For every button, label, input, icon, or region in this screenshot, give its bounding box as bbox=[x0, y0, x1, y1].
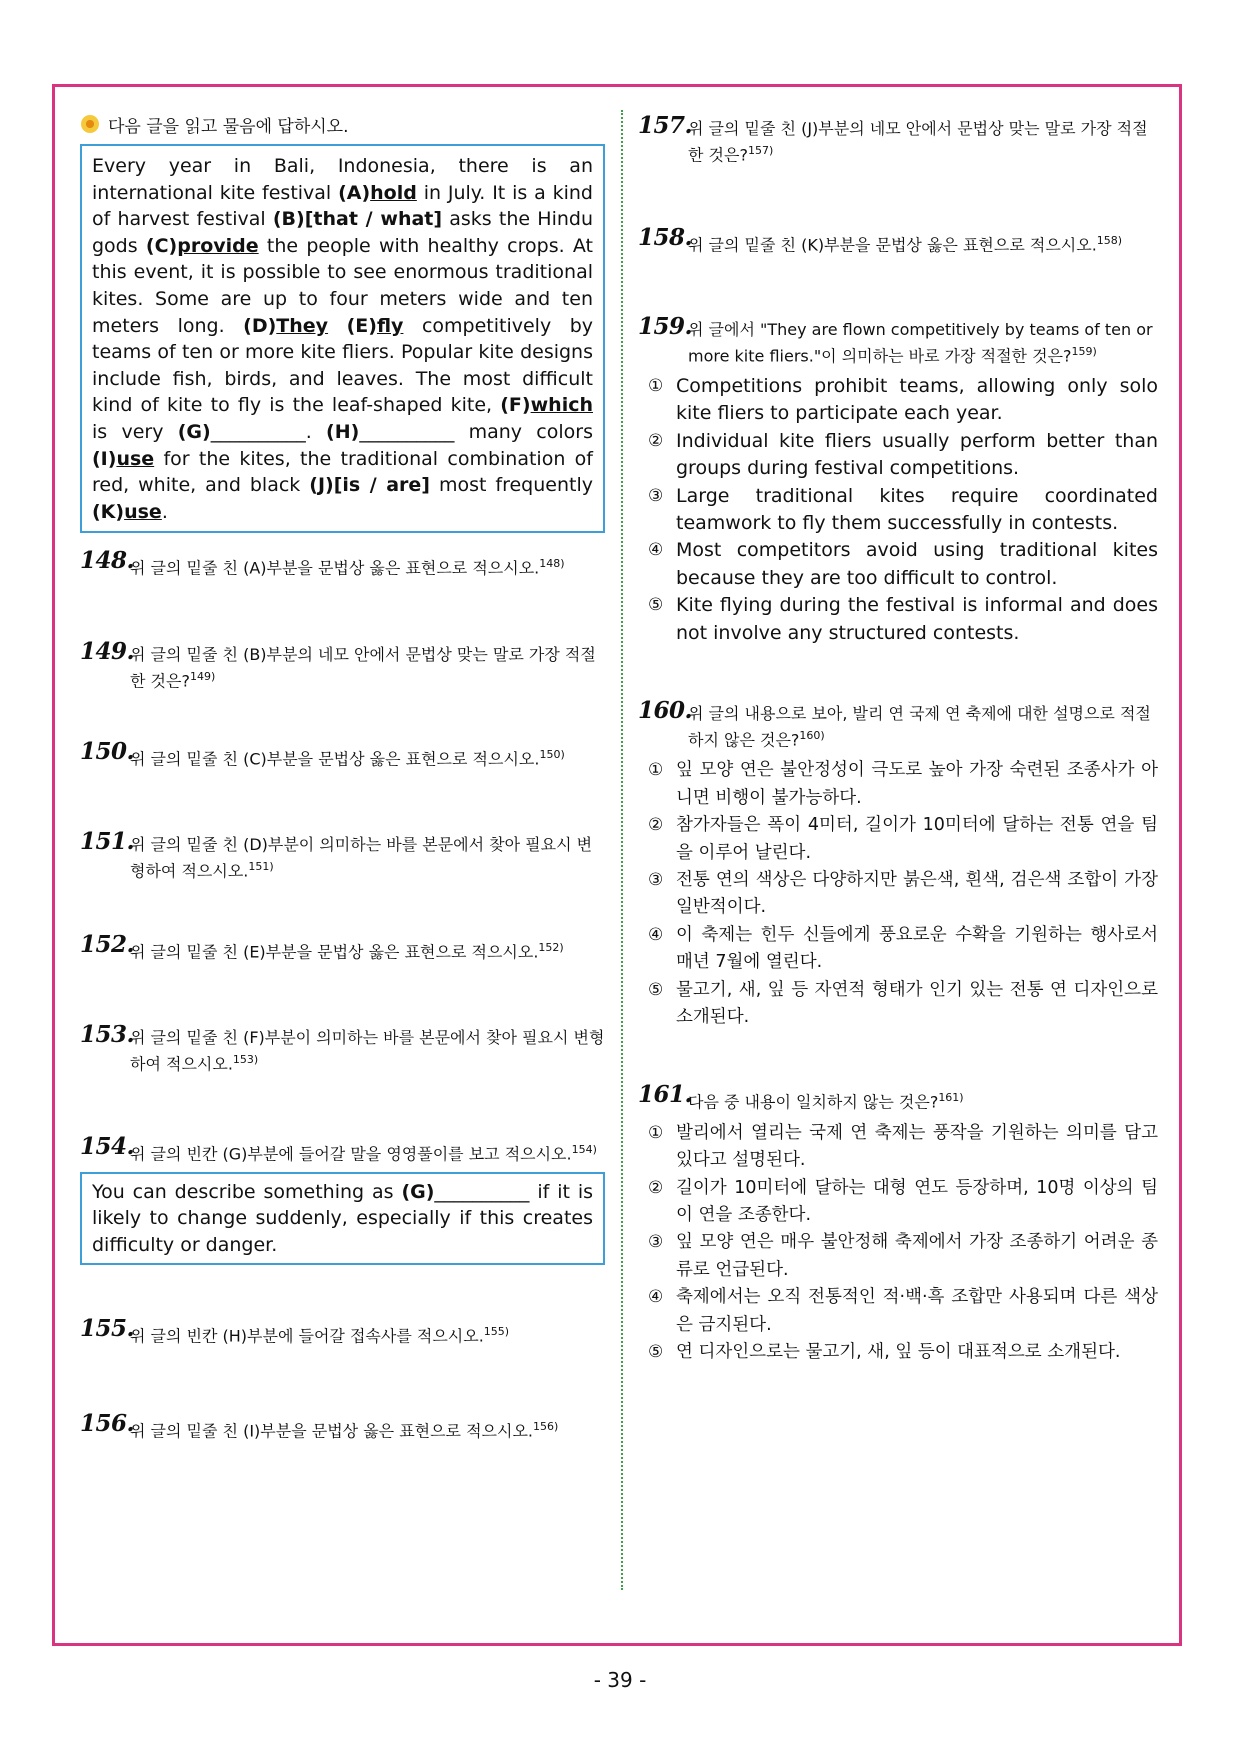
passage-text: the people with healthy crops. At this event, it is possible to see enormous traditional kites. Some are up to four meters wide and ten meters long. bbox=[92, 234, 593, 337]
label-b: (B)[that / what] bbox=[272, 208, 443, 231]
question-text: 위 글의 밑줄 친 (B)부분의 네모 안에서 문법상 맞는 말로 가장 적절한 것은? bbox=[130, 644, 596, 690]
option-marker: ① bbox=[648, 375, 664, 396]
option-2[interactable] bbox=[638, 1175, 1158, 1230]
option-5[interactable] bbox=[638, 592, 1158, 647]
option-text: Most competitors avoid using traditional kites because they are too difficult to control. bbox=[676, 539, 1158, 589]
instruction bbox=[80, 112, 605, 136]
footnote-ref: 158) bbox=[1096, 234, 1123, 248]
question-161 bbox=[638, 1081, 1158, 1113]
question-number: 160. bbox=[638, 697, 693, 725]
flower-icon bbox=[80, 114, 100, 134]
question-148 bbox=[80, 547, 605, 579]
option-text: Individual kite fliers usually perform better than groups during festival competitions. bbox=[676, 429, 1158, 480]
footnote-ref: 155) bbox=[483, 1325, 510, 1339]
word-f: which bbox=[530, 394, 593, 417]
label-k: (K) bbox=[92, 500, 125, 523]
page-number: - 39 - bbox=[593, 1668, 647, 1692]
question-text: 위 글의 밑줄 친 (J)부분의 네모 안에서 문법상 맞는 말로 가장 적절한 것은? bbox=[688, 119, 1148, 165]
passage-text: for the kites, the traditional combination of red, white, and black bbox=[92, 447, 593, 497]
question-number: 155. bbox=[80, 1315, 135, 1343]
definition-text: You can describe something as bbox=[92, 1180, 394, 1203]
label-i: (I) bbox=[92, 447, 117, 470]
option-text: 물고기, 새, 잎 등 자연적 형태가 인기 있는 전통 연 디자인으로 소개된다. bbox=[676, 979, 1158, 1028]
option-text: 잎 모양 연은 불안정성이 극도로 높아 가장 숙련된 조종사가 아니면 비행이 불가능하다. bbox=[676, 760, 1158, 808]
option-text: 발리에서 열리는 국제 연 축제는 풍작을 기원하는 의미를 담고 있다고 설명된다. bbox=[676, 1122, 1158, 1171]
option-1[interactable] bbox=[638, 373, 1158, 428]
question-number: 152. bbox=[80, 930, 135, 958]
footnote-ref: 156) bbox=[533, 1419, 559, 1433]
option-2[interactable] bbox=[638, 812, 1158, 867]
option-1[interactable] bbox=[638, 1120, 1158, 1175]
question-text: 위 글에서 "They are flown competitively by teams of ten or more kite fliers."이 의미하는 바로 가장 적절한 것은? bbox=[688, 319, 1153, 365]
option-text: 길이가 10미터에 달하는 대형 연도 등장하며, 10명 이상의 팀이 연을 조종한다. bbox=[676, 1177, 1158, 1225]
option-marker: ③ bbox=[648, 1232, 664, 1253]
option-2[interactable] bbox=[638, 428, 1158, 483]
question-text: 위 글의 밑줄 친 (E)부분을 문법상 옳은 표현으로 적으시오. bbox=[130, 941, 539, 961]
label-d: (D) bbox=[243, 314, 277, 337]
option-4[interactable] bbox=[638, 922, 1158, 977]
question-text: 위 글의 빈칸 (H)부분에 들어갈 접속사를 적으시오. bbox=[130, 1326, 484, 1346]
option-3[interactable] bbox=[638, 867, 1158, 922]
definition-box bbox=[80, 1172, 605, 1266]
label-g: (G) bbox=[401, 1180, 435, 1203]
options-161 bbox=[638, 1120, 1158, 1367]
option-text: 참가자들은 폭이 4미터, 길이가 10미터에 달하는 전통 연을 팀을 이루어 날린다. bbox=[676, 815, 1158, 863]
word-a: hold bbox=[370, 181, 417, 204]
footnote-ref: 151) bbox=[248, 860, 274, 874]
reading-passage bbox=[80, 144, 605, 533]
blank-g: __________ bbox=[210, 420, 306, 443]
left-column bbox=[80, 112, 605, 1442]
option-marker: ⑤ bbox=[648, 979, 664, 1000]
passage-text: Every year in Bali, Indonesia, there is an international kite festival bbox=[92, 155, 593, 204]
passage-text: many colors bbox=[468, 420, 593, 443]
question-158 bbox=[638, 224, 1158, 256]
label-g: (G) bbox=[177, 420, 211, 443]
passage-text: competitively by teams of ten or more kite fliers. Popular kite designs include fish, birds, and leaves. The most difficult kind of kite to fly is the leaf-shaped kite, bbox=[92, 314, 594, 417]
label-e: (E) bbox=[346, 314, 377, 337]
blank-g: __________ bbox=[434, 1180, 530, 1203]
question-number: 150. bbox=[80, 737, 135, 765]
passage-text: asks the Hindu gods bbox=[92, 208, 593, 257]
question-number: 158. bbox=[638, 224, 693, 252]
option-marker: ③ bbox=[648, 485, 664, 506]
question-159 bbox=[638, 312, 1158, 367]
option-marker: ④ bbox=[648, 540, 664, 561]
option-3[interactable] bbox=[638, 1229, 1158, 1284]
option-3[interactable] bbox=[638, 483, 1158, 538]
question-157 bbox=[638, 112, 1158, 166]
question-number: 153. bbox=[80, 1020, 135, 1048]
question-156 bbox=[80, 1409, 605, 1442]
right-column bbox=[638, 112, 1158, 1366]
option-4[interactable] bbox=[638, 1284, 1158, 1339]
option-marker: ② bbox=[648, 1177, 664, 1198]
question-number: 149. bbox=[80, 637, 135, 665]
definition-text: if it is likely to change suddenly, especially if this creates difficulty or danger. bbox=[92, 1180, 593, 1256]
option-marker: ② bbox=[648, 430, 664, 451]
option-text: 잎 모양 연은 매우 불안정해 축제에서 가장 조종하기 어려운 종류로 언급된다. bbox=[676, 1232, 1158, 1280]
footnote-ref: 159) bbox=[1071, 344, 1097, 358]
question-number: 148. bbox=[80, 547, 135, 575]
passage-text: in July. It is a kind of harvest festival bbox=[92, 181, 593, 231]
option-marker: ⑤ bbox=[648, 595, 664, 616]
option-marker: ④ bbox=[648, 924, 664, 945]
footnote-ref: 148) bbox=[539, 557, 565, 571]
option-4[interactable] bbox=[638, 537, 1158, 592]
footnote-ref: 157) bbox=[747, 144, 774, 157]
option-1[interactable] bbox=[638, 757, 1158, 812]
question-149 bbox=[80, 637, 605, 692]
question-154 bbox=[80, 1133, 605, 1165]
option-text: 축제에서는 오직 전통적인 적·백·흑 조합만 사용되며 다른 색상은 금지된다. bbox=[676, 1287, 1158, 1335]
question-text: 위 글의 내용으로 보아, 발리 연 국제 연 축제에 대한 설명으로 적절하지 않은 것은? bbox=[688, 704, 1151, 750]
question-151 bbox=[80, 828, 605, 882]
question-160 bbox=[638, 697, 1158, 751]
option-text: 전통 연의 색상은 다양하지만 붉은색, 흰색, 검은색 조합이 가장 일반적이다. bbox=[676, 870, 1158, 918]
passage-text: . bbox=[305, 420, 312, 443]
word-c: provide bbox=[177, 234, 259, 257]
question-text: 위 글의 밑줄 친 (A)부분을 문법상 옳은 표현으로 적으시오. bbox=[130, 558, 540, 578]
question-text: 위 글의 밑줄 친 (K)부분을 문법상 옳은 표현으로 적으시오. bbox=[688, 235, 1097, 255]
question-152 bbox=[80, 930, 605, 963]
question-text: 위 글의 빈칸 (G)부분에 들어갈 말을 영영풀이를 보고 적으시오. bbox=[130, 1144, 572, 1164]
option-text: Large traditional kites require coordinated teamwork to fly them successfully in contests. bbox=[676, 484, 1158, 535]
options-159 bbox=[638, 373, 1158, 647]
word-i: use bbox=[116, 447, 155, 470]
question-number: 159. bbox=[638, 312, 693, 340]
option-text: Competitions prohibit teams, allowing only solo kite fliers to participate each year. bbox=[676, 374, 1158, 425]
question-number: 161. bbox=[638, 1081, 693, 1109]
question-number: 156. bbox=[80, 1409, 135, 1437]
word-d: They bbox=[276, 314, 329, 337]
option-marker: ② bbox=[648, 815, 664, 836]
option-text: 이 축제는 힌두 신들에게 풍요로운 수확을 기원하는 행사로서 매년 7월에 열린다. bbox=[676, 924, 1158, 973]
question-155 bbox=[80, 1315, 605, 1347]
footnote-ref: 152) bbox=[538, 940, 564, 954]
question-text: 위 글의 밑줄 친 (I)부분을 문법상 옳은 표현으로 적으시오. bbox=[130, 1421, 534, 1441]
option-marker: ④ bbox=[648, 1287, 664, 1308]
question-number: 157. bbox=[638, 112, 693, 139]
question-number: 154. bbox=[80, 1133, 135, 1161]
passage-text: most frequently bbox=[438, 474, 593, 497]
option-marker: ⑤ bbox=[648, 1342, 664, 1363]
word-k: use bbox=[124, 500, 162, 523]
footnote-ref: 150) bbox=[539, 747, 565, 761]
footnote-ref: 161) bbox=[938, 1091, 964, 1105]
question-text: 위 글의 밑줄 친 (F)부분이 의미하는 바를 본문에서 찾아 필요시 변형하여 적으시오. bbox=[130, 1027, 605, 1074]
option-marker: ① bbox=[648, 1122, 664, 1143]
option-marker: ① bbox=[648, 760, 664, 781]
option-text: Kite flying during the festival is informal and does not involve any structured contests. bbox=[676, 594, 1158, 644]
question-text: 위 글의 밑줄 친 (C)부분을 문법상 옳은 표현으로 적으시오. bbox=[130, 749, 540, 769]
option-5[interactable] bbox=[638, 1339, 1158, 1366]
passage-text: . bbox=[161, 500, 168, 523]
label-j: (J)[is / are] bbox=[309, 474, 430, 497]
question-150 bbox=[80, 737, 605, 770]
label-h: (H) bbox=[326, 420, 360, 443]
footnote-ref: 149) bbox=[189, 669, 216, 683]
option-5[interactable] bbox=[638, 977, 1158, 1032]
label-f: (F) bbox=[500, 394, 531, 417]
footnote-ref: 154) bbox=[571, 1143, 597, 1157]
options-160 bbox=[638, 757, 1158, 1031]
instruction-text: 다음 글을 읽고 물음에 답하시오. bbox=[108, 116, 349, 137]
label-c: (C) bbox=[145, 234, 178, 257]
footnote-ref: 160) bbox=[799, 729, 825, 743]
option-marker: ③ bbox=[648, 870, 664, 890]
footnote-ref: 153) bbox=[232, 1052, 259, 1066]
word-e: fly bbox=[376, 314, 404, 337]
question-text: 다음 중 내용이 일치하지 않는 것은? bbox=[688, 1092, 939, 1112]
option-text: 연 디자인으로는 물고기, 새, 잎 등이 대표적으로 소개된다. bbox=[676, 1342, 1121, 1363]
question-number: 151. bbox=[80, 828, 135, 856]
blank-h: __________ bbox=[359, 420, 455, 443]
passage-text: is very bbox=[92, 420, 164, 443]
column-divider bbox=[621, 110, 623, 1590]
label-a: (A) bbox=[338, 181, 371, 204]
question-text: 위 글의 밑줄 친 (D)부분이 의미하는 바를 본문에서 찾아 필요시 변형하여 적으시오. bbox=[130, 835, 593, 881]
question-153 bbox=[80, 1020, 605, 1075]
